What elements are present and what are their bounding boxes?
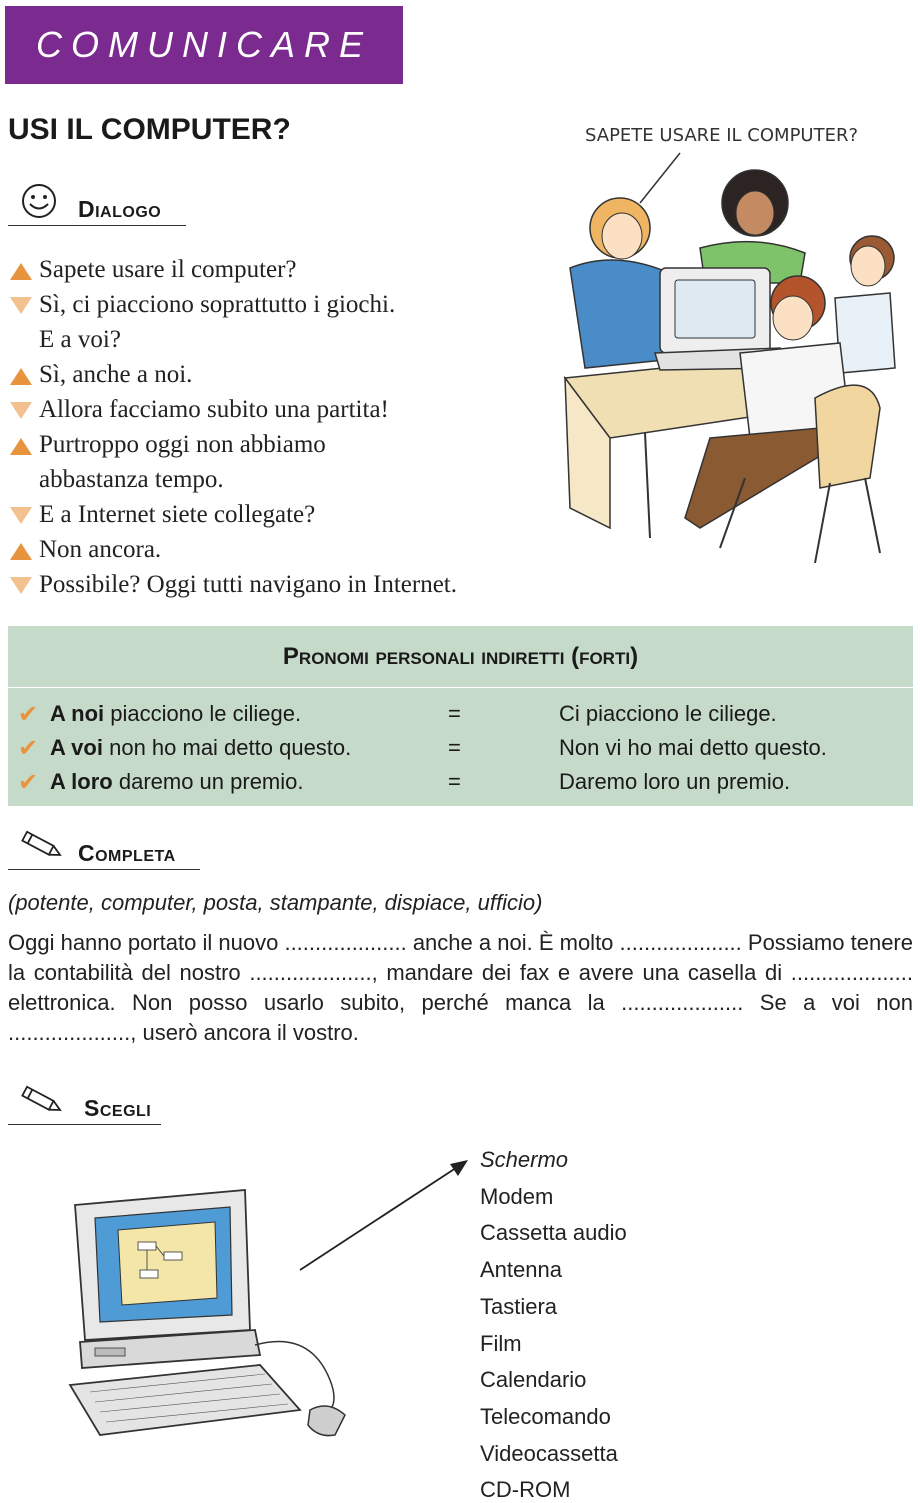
dialog-line xyxy=(8,287,598,322)
triangle-up-icon xyxy=(10,438,32,455)
pencil-icon xyxy=(18,826,64,866)
equals-sign: = xyxy=(448,769,461,794)
complete-section-header xyxy=(8,824,200,870)
speech-caption: SAPETE USARE IL COMPUTER? xyxy=(585,125,859,146)
dialog-line xyxy=(8,322,598,357)
pronouns-table xyxy=(8,626,913,806)
dialog-line-text: Sapete usare il computer? xyxy=(39,256,297,283)
page-title: USI IL COMPUTER? xyxy=(8,113,291,146)
pronouns-rows xyxy=(8,688,913,800)
check-icon: ✔ xyxy=(18,701,39,728)
choose-section-label: Scegli xyxy=(84,1095,152,1121)
complete-section-label: Completa xyxy=(78,840,176,866)
fill-in-paragraph: Oggi hanno portato il nuovo .................... anche a noi. È molto .................... Possiamo tenere la contabilità del nostro ...................., mandare dei fax e avere una casella di .................... elettronica. Non posso usarlo subito, perché manca la .................... Se a voi non ...................., userò ancora il vostro. xyxy=(8,930,913,1045)
pronoun-row xyxy=(8,766,913,800)
choose-option: Antenna xyxy=(480,1257,562,1283)
pronoun-equivalent: Non vi ho mai detto questo. xyxy=(559,735,827,760)
dialog-line-text: Non ancora. xyxy=(39,536,162,563)
dialog-line xyxy=(8,427,598,462)
choose-option: Calendario xyxy=(480,1367,587,1393)
pronoun-row xyxy=(8,698,913,732)
dialog-line-text: Sì, anche a noi. xyxy=(39,361,193,388)
dialog-line-text: Allora facciamo subito una partita! xyxy=(39,396,389,423)
choose-option: CD-ROM xyxy=(480,1477,571,1503)
choose-option: Film xyxy=(480,1330,522,1356)
dialog-section-label: Dialogo xyxy=(78,196,162,222)
pronoun-sentence-rest: daremo un premio. xyxy=(112,769,304,794)
triangle-down-icon xyxy=(10,507,32,524)
dialog-line xyxy=(8,462,598,497)
dialog-line-text: Possibile? Oggi tutti navigano in Internet. xyxy=(39,571,457,598)
pronoun-sentence-rest: non ho mai detto questo. xyxy=(102,735,352,760)
dialog-list xyxy=(8,252,598,602)
dialog-section-header xyxy=(8,180,186,226)
pronoun-strong: A loro xyxy=(50,769,113,794)
pronoun-example xyxy=(50,735,351,761)
pronouns-title: Pronomi personali indiretti (forti) xyxy=(8,626,913,688)
check-icon: ✔ xyxy=(18,769,39,796)
pronoun-row xyxy=(8,732,913,766)
dialog-line-text: E a Internet siete collegate? xyxy=(39,501,316,528)
equals-sign: = xyxy=(448,735,461,760)
dialog-line xyxy=(8,497,598,532)
pronoun-equivalent: Ci piacciono le ciliege. xyxy=(559,701,777,726)
choose-option: Tastiera xyxy=(480,1293,558,1319)
dialog-line xyxy=(8,357,598,392)
choose-option: Modem xyxy=(480,1183,554,1209)
pointer-arrow xyxy=(290,1150,480,1280)
choose-option: Videocassetta xyxy=(480,1440,618,1466)
triangle-down-icon xyxy=(10,402,32,419)
equals-sign: = xyxy=(448,701,461,726)
dialog-line-text: Purtroppo oggi non abbiamo xyxy=(39,431,326,458)
pronoun-equivalent: Daremo loro un premio. xyxy=(559,769,791,794)
dialog-line xyxy=(8,392,598,427)
dialog-line-text: abbastanza tempo. xyxy=(39,466,224,493)
smiley-icon xyxy=(20,180,58,220)
triangle-up-icon xyxy=(10,263,32,280)
triangle-down-icon xyxy=(10,297,32,314)
choose-option: Schermo xyxy=(480,1147,569,1172)
dialog-line xyxy=(8,532,598,567)
pronoun-example xyxy=(50,701,301,727)
choose-options-list xyxy=(480,1142,627,1503)
dialog-line xyxy=(8,252,598,287)
pronoun-strong: A voi xyxy=(50,735,103,760)
pronoun-sentence-rest: piacciono le ciliege. xyxy=(104,701,302,726)
pronoun-strong: A noi xyxy=(50,701,105,726)
triangle-down-icon xyxy=(10,577,32,594)
triangle-up-icon xyxy=(10,543,32,560)
banner-title: COMUNICARE xyxy=(35,24,372,65)
choose-section-header xyxy=(8,1079,161,1125)
section-banner xyxy=(5,6,403,84)
triangle-up-icon xyxy=(10,368,32,385)
word-bank: (potente, computer, posta, stampante, dispiace, ufficio) xyxy=(8,890,543,915)
choose-option: Telecomando xyxy=(480,1403,611,1429)
dialog-line-text: Sì, ci piacciono soprattutto i giochi. xyxy=(39,291,396,318)
dialog-line-text: E a voi? xyxy=(39,326,121,353)
check-icon: ✔ xyxy=(18,735,39,762)
dialog-line xyxy=(8,567,598,602)
pronoun-example xyxy=(50,769,304,795)
pencil-icon xyxy=(18,1081,64,1121)
people-at-computer-illustration xyxy=(550,108,915,573)
choose-option: Cassetta audio xyxy=(480,1220,627,1246)
